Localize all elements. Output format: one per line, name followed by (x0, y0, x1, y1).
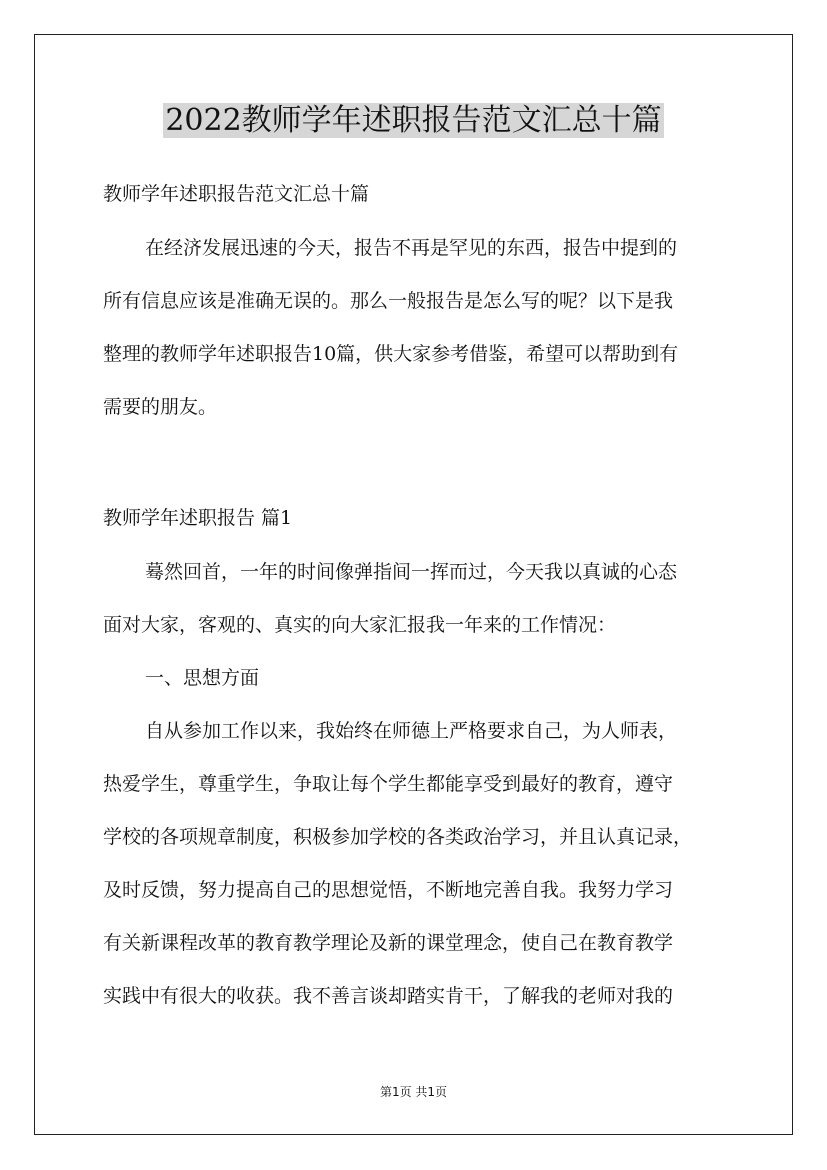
body-line: 蓦然回首，一年的时间像弹指间一挥而过，今天我以真诚的心态 (145, 561, 678, 583)
body-line: 自从参加工作以来，我始终在师德上严格要求自己，为人师表， (145, 720, 678, 742)
body-line: 学校的各项规章制度，积极参加学校的各类政治学习，并且认真记录， (103, 826, 693, 848)
subsection-heading: 一、思想方面 (145, 667, 260, 689)
intro-line: 需要的朋友。 (103, 396, 218, 418)
intro-line: 在经济发展迅速的今天，报告不再是罕见的东西，报告中提到的 (145, 237, 678, 259)
document-subtitle: 教师学年述职报告范文汇总十篇 (103, 183, 370, 205)
intro-line: 所有信息应该是准确无误的。那么一般报告是怎么写的呢？以下是我 (103, 290, 674, 312)
body-line: 实践中有很大的收获。我不善言谈却踏实肯干，了解我的老师对我的 (103, 985, 674, 1007)
section-heading: 教师学年述职报告 篇1 (103, 507, 293, 529)
page-number: 第1页 共1页 (379, 1085, 448, 1099)
document-title: 2022教师学年述职报告范文汇总十篇 (165, 103, 662, 138)
intro-line: 整理的教师学年述职报告10篇，供大家参考借鉴，希望可以帮助到有 (103, 343, 679, 365)
body-line: 热爱学生，尊重学生，争取让每个学生都能享受到最好的教育，遵守 (103, 773, 674, 795)
document-title-container (0, 99, 827, 143)
body-line: 及时反馈，努力提高自己的思想觉悟，不断地完善自我。我努力学习 (103, 879, 674, 901)
body-line: 面对大家，客观的、真实的向大家汇报我一年来的工作情况： (103, 614, 617, 636)
body-line: 有关新课程改革的教育教学理论及新的课堂理念，使自己在教育教学 (103, 932, 674, 954)
